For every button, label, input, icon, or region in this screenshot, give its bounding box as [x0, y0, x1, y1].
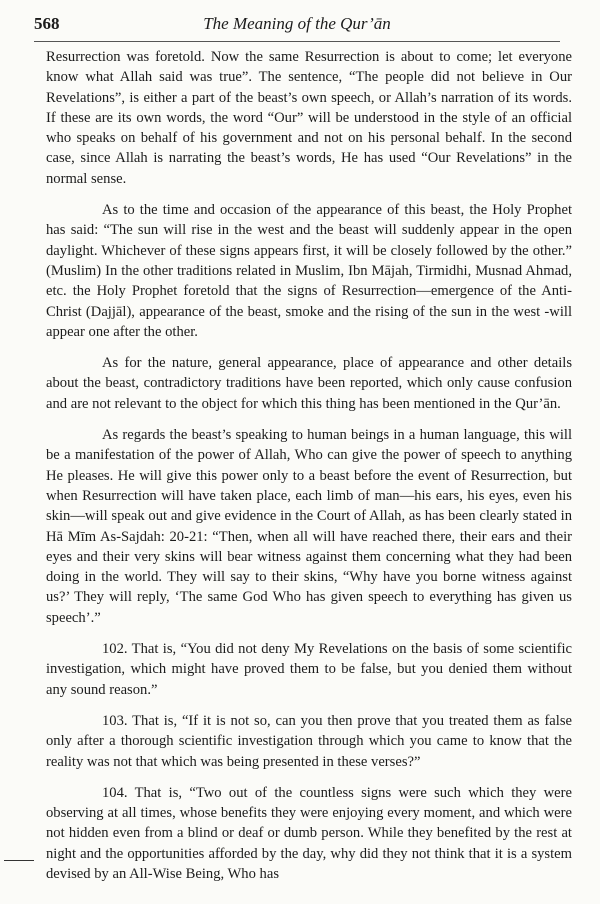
note-102: 102. That is, “You did not deny My Revelations on the basis of some scientific investigation, which might have proved them to be false, but you denied them without any sound reason.” — [46, 641, 572, 698]
body-text — [46, 47, 572, 895]
header-rule — [34, 41, 560, 42]
note-103: 103. That is, “If it is not so, can you then prove that you treated them as false only after a thorough scientific investigation through which you came to know that the reality was not that which was being presented in these verses?” — [46, 712, 572, 770]
page-number: 568 — [34, 14, 60, 33]
margin-mark — [4, 860, 34, 861]
note-104: 104. That is, “Two out of the countless signs were such which they were observing at all times, whose benefits they were enjoying every moment, and which were not hidden even from a blind or deaf or dumb person. While they benefited by the rest at night and the opportunities afforded by the day, why did they not think that it is a system devised by an All-Wise Being, Who has — [46, 784, 572, 882]
paragraph-continuation: Resurrection was foretold. Now the same Resurrection is about to come; let everyone know what Allah said was true”. The sentence, “The people did not believe in Our Revelations”, is either a part of the beast’s own speech, or Allah’s narration of its words. If these are its own words, the word “Our” will be understood in the style of an official who speaks on behalf of his government and not on his personal behalf. In the second case, since Allah is narrating the beast’s words, He has used “Our Revelations” in the normal sense. — [46, 49, 572, 187]
paragraph-beast-speech: As regards the beast’s speaking to human beings in a human language, this will be a manifestation of the power of Allah, Who can give the power of speech to anything He pleases. He will give this power only to a beast before the event of Resurrection, but when Resurrection will have taken place, each limb of man—his ears, his eyes, even his skin—will speak out and give evidence in the Court of Allah, as has been clearly stated in Hā Mīm As-Sajdah: 20-21: “Then, when all will have reached there, their ears and their eyes and their very skins will bear witness against them concerning what they had been doing in the world. They will say to their skins, “Why have you borne witness against us?’ They will reply, ‘The same God Who has given speech to everything has given us speech’.” — [46, 427, 572, 626]
paragraph-beast-nature: As for the nature, general appearance, place of appearance and other details about the beast, contradictory traditions have been reported, which only cause confusion and are not relevant to the object for which this thing has been mentioned in the Qur’ān. — [46, 355, 572, 412]
paragraph-beast-appearance: As to the time and occasion of the appearance of this beast, the Holy Prophet has said: “The sun will rise in the west and the beast will suddenly appear in the open daylight. Whichever of these signs appears first, it will be closely followed by the other.” (Muslim) In the other traditions related in Muslim, Ibn Mājah, Tirmidhi, Musnad Ahmad, etc. the Holy Prophet foretold that the signs of Resurrection—emergence of the Anti-Christ (Dajjāl), appearance of the beast, smoke and the rising of the sun in the west -will appear one after the other. — [46, 202, 572, 340]
page-header — [34, 14, 560, 40]
running-title: The Meaning of the Qur’ān — [203, 14, 391, 33]
